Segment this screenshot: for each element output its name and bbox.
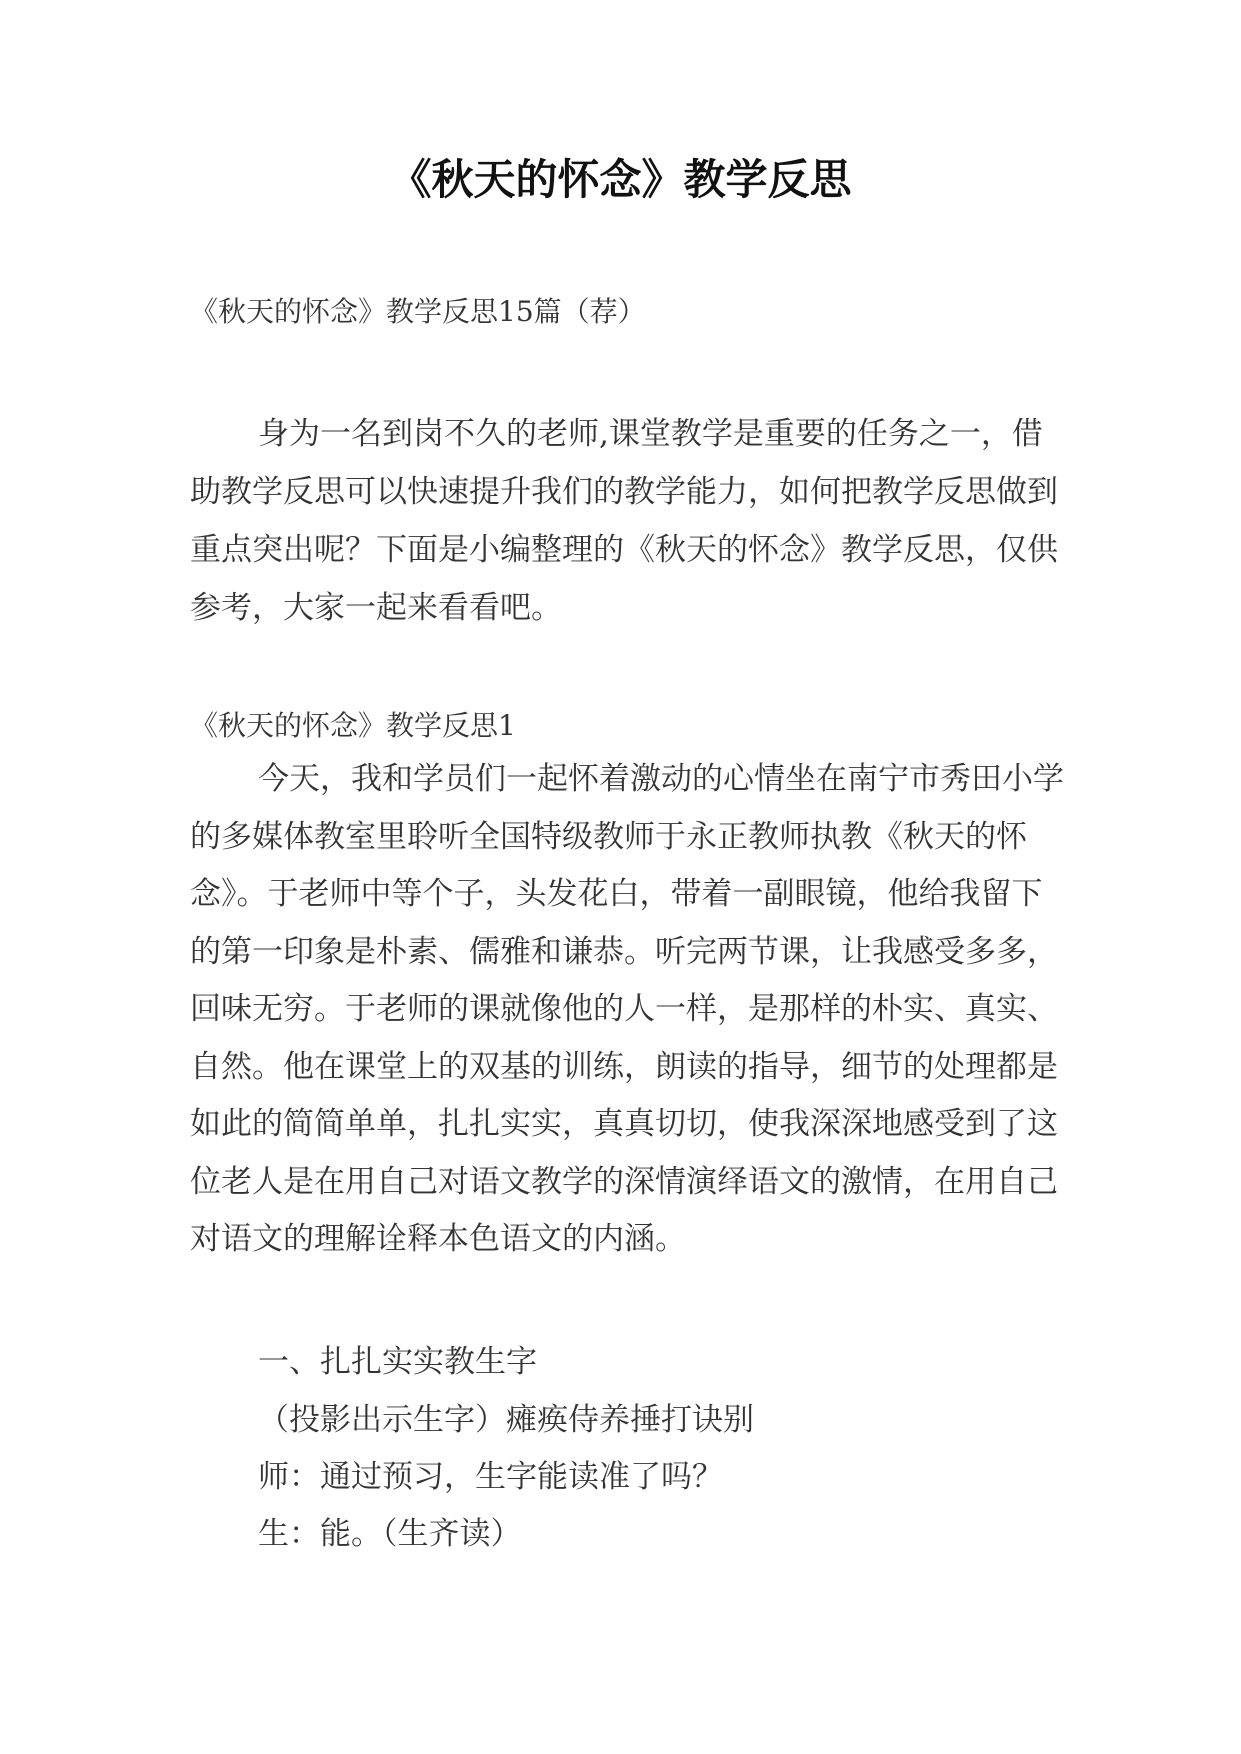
projection-line: （投影出示生字）瘫痪侍养捶打诀别 <box>258 1402 754 1438</box>
intro-paragraph: 身为一名到岗不久的老师,课堂教学是重要的任务之一，借助教学反思可以快速提升我们的教学能力，如何把教学反思做到重点突出呢？下面是小编整理的《秋天的怀念》教学反思，仅供参考，大家一起来看看吧。 <box>190 416 1058 626</box>
document-title: 《秋天的怀念》教学反思 <box>389 155 852 204</box>
body-paragraph: 今天，我和学员们一起怀着激动的心情坐在南宁市秀田小学的多媒体教室里聆听全国特级教师于永正教师执教《秋天的怀念》。于老师中等个子，头发花白，带着一副眼镜，他给我留下的第一印象是朴素、儒雅和谦恭。听完两节课，让我感受多多，回味无穷。于老师的课就像他的人一样，是那样的朴实、真实、自然。他在课堂上的双基的训练，朗读的指导，细节的处理都是如此的简简单单，扎扎实实，真真切切，使我深深地感受到了这位老人是在用自己对语文教学的深情演绎语文的激情，在用自己对语文的理解诠释本色语文的内涵。 <box>190 761 1064 1257</box>
teacher-line: 师：通过预习，生字能读准了吗？ <box>258 1459 723 1495</box>
section-heading: 《秋天的怀念》教学反思1 <box>190 709 516 742</box>
student-line: 生：能。（生齐读） <box>258 1516 522 1552</box>
point-heading: 一、扎扎实实教生字 <box>258 1344 537 1380</box>
document-subtitle: 《秋天的怀念》教学反思15篇（荐） <box>190 295 646 328</box>
